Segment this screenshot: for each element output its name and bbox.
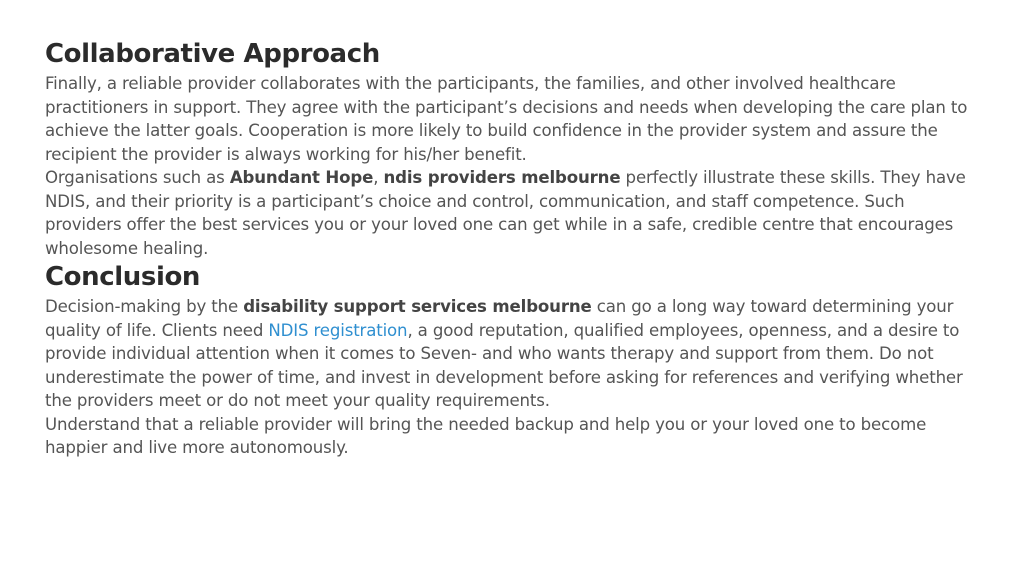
paragraph-understand: Understand that a reliable provider will bring the needed backup and help you or your loved one to become happier and live more autonomously. — [45, 414, 927, 457]
paragraph-decision-mid: can go a long way toward determining your quality of life. Clients need — [45, 297, 954, 340]
paragraph-decision-making — [45, 295, 985, 413]
separator-comma: , — [373, 168, 384, 187]
paragraph-organisations-suffix: perfectly illustrate these skills. They have NDIS, and their priority is a participant’s choice and control, communication, and staff competence. Such providers offer the best services you or your loved one can get while in a safe, credible centre that encourages wholesome healing. — [45, 168, 966, 258]
paragraph-organisations-prefix: Organisations such as — [45, 168, 230, 187]
paragraph-organisations — [45, 166, 985, 260]
paragraph-collaboration: Finally, a reliable provider collaborates with the participants, the families, and other involved healthcare practitioners in support. They agree with the participant’s decisions and needs when developing the care plan to achieve the latter goals. Cooperation is more likely to build confidence in the provider system and assure the recipient the provider is always working for his/her benefit. — [45, 74, 968, 164]
paragraph-decision-suffix: , a good reputation, qualified employees, openness, and a desire to provide individual attention when it comes to Seven- and who wants therapy and support from them. Do not underestimate the power of time, and invest in development before asking for references and verifying whether the providers meet or do not meet your quality requirements. — [45, 320, 963, 410]
bold-disability-support-services: disability support services melbourne — [243, 297, 592, 316]
ndis-registration-link[interactable]: NDIS registration — [268, 320, 408, 340]
heading-collaborative-approach: Collaborative Approach — [45, 39, 380, 69]
heading-conclusion: Conclusion — [45, 262, 201, 292]
paragraph-decision-prefix: Decision-making by the — [45, 297, 244, 316]
document-page — [45, 36, 985, 460]
bold-abundant-hope: Abundant Hope — [229, 168, 374, 187]
bold-ndis-providers-melbourne: ndis providers melbourne — [383, 168, 621, 187]
